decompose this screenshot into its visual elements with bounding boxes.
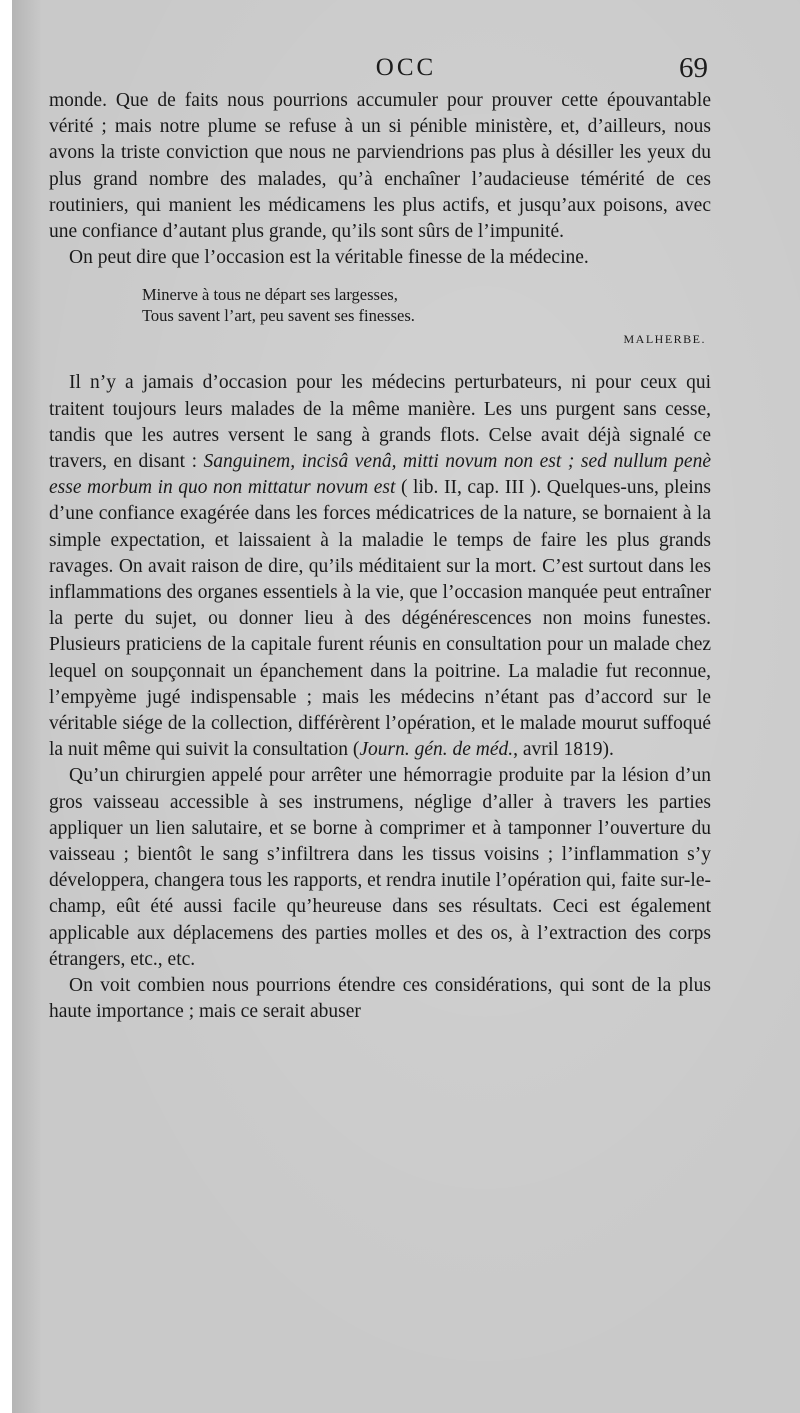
- verse-quote: [49, 284, 711, 350]
- book-page: [12, 0, 800, 1413]
- verse-line-1: Minerve à tous ne départ ses largesses,: [142, 285, 398, 305]
- spacer: [49, 360, 711, 370]
- paragraph-3: [49, 370, 711, 763]
- paragraph-2: On peut dire que l’occasion est la véritable finesse de la médecine.: [69, 247, 589, 269]
- latin-quotation: Sanguinem, incisâ venâ, mitti novum non est ; sed nullum penè esse morbum in quo non mittatur novum est: [49, 451, 711, 499]
- paragraph-1: monde. Que de faits nous pourrions accumuler pour prouver cette épouvantable vérité ; mais notre plume se refuse à un si pénible ministère, et, d’ailleurs, nous avons la triste conviction que nous ne parviendrions pas plus à désiller les yeux du plus grand nombre des malades, qu’à enchaîner l’audacieuse témérité de ces routiniers, qui manient les médicamens les plus actifs, et jusqu’aux poisons, avec une confiance d’autant plus grande, qu’ils sont sûrs de l’impunité.: [49, 90, 711, 243]
- paragraph-4: Qu’un chirurgien appelé pour arrêter une hémorragie produite par la lésion d’un gros vaisseau accessible à ses instrumens, néglige d’aller à travers les parties appliquer un lien salutaire, et se borne à comprimer et à tamponner l’ouverture du vaisseau ; bientôt le sang s’infiltrera dans les tissus voisins ; l’inflammation s’y développera, changera tous les rapports, et rendra inutile l’opération qui, faite sur-le-champ, eût été aussi facile qu’heureuse dans ses résultats. Ceci est également applicable aux déplacemens des parties molles et des os, à l’extraction des corps étrangers, etc., etc.: [49, 765, 711, 970]
- running-head: OCC: [375, 54, 437, 81]
- page-body: [49, 88, 711, 1026]
- paragraph-3-text-b: ( lib. II, cap. III ). Quelques-uns, pleins d’une confiance exagérée dans les forces médicatrices de la nature, se bornaient à la simple expectation, et laissaient à la maladie le temps de faire les plus grands ravages. On avait raison de dire, qu’ils méditaient sur la mort. C’est surtout dans les inflammations des organes essentiels à la vie, que l’occasion manquée peut entraîner la perte du sujet, ou donner lieu à des dégénérescences non moins funestes. Plusieurs praticiens de la capitale furent réunis en consultation pour un malade chez lequel on soupçonnait un épanchement dans la poitrine. La maladie fut reconnue, l’empyème jugé indispensable ; mais les médecins n’étant pas d’accord sur le véritable siége de la collection, différèrent l’opération, et le malade mourut suffoqué la nuit même qui suivit la consultation (: [49, 477, 711, 761]
- paragraph-3-text-a: Il n’y a jamais d’occasion pour les médecins perturbateurs, ni pour ceux qui traitent toujours leurs malades de la même manière. Les uns purgent sans cesse, tandis que les autres versent le sang à grands flots. Celse avait déjà signalé ce travers, en disant :: [49, 372, 711, 473]
- page-number: 69: [679, 52, 708, 84]
- paragraph-3-text-c: , avril 1819).: [513, 739, 614, 761]
- page-header: [12, 50, 800, 90]
- verse-line-2: Tous savent l’art, peu savent ses finesses.: [142, 306, 415, 326]
- verse-attribution: MALHERBE.: [623, 332, 706, 347]
- journal-citation: Journ. gén. de méd.: [359, 739, 514, 761]
- paragraph-5: On voit combien nous pourrions étendre ces considérations, qui sont de la plus haute importance ; mais ce serait abuser: [49, 975, 711, 1023]
